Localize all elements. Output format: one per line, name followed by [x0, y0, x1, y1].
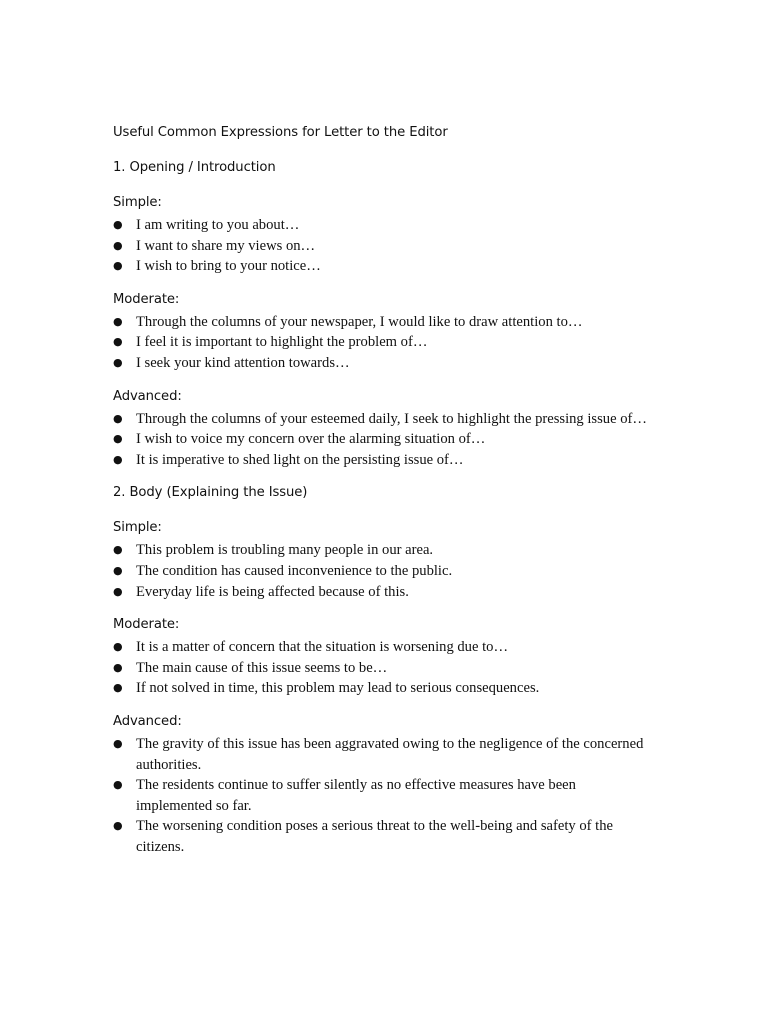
section-body [113, 484, 653, 857]
level-label: Advanced: [113, 388, 182, 404]
list-item-text: Through the columns of your newspaper, I would like to draw attention to… [136, 313, 583, 330]
list-item-text: I seek your kind attention towards… [136, 354, 350, 371]
list-item [113, 429, 653, 450]
list-item [113, 450, 653, 471]
list-item [113, 256, 653, 277]
list-item-text: Everyday life is being affected because of this. [136, 583, 409, 600]
bullet-icon: ● [113, 355, 123, 369]
group-moderate [113, 291, 653, 374]
group-advanced [113, 388, 653, 471]
list-item-text: I am writing to you about… [136, 217, 300, 233]
list-item [113, 561, 653, 582]
expression-list [113, 734, 653, 858]
list-item [113, 734, 653, 775]
bullet-icon: ● [113, 335, 123, 349]
bullet-icon: ● [113, 218, 123, 231]
expression-list [113, 312, 653, 374]
list-item [113, 658, 653, 679]
bullet-icon: ● [113, 584, 123, 598]
group-simple [113, 519, 653, 602]
section-heading: 2. Body (Explaining the Issue) [113, 485, 308, 501]
list-item [113, 215, 653, 236]
bullet-icon: ● [113, 238, 123, 252]
bullet-icon: ● [113, 411, 123, 425]
bullet-icon: ● [113, 736, 123, 750]
list-item-text: The condition has caused inconvenience to the public. [136, 562, 453, 579]
list-item-text: Through the columns of your esteemed daily, I seek to highlight the pressing issue of… [136, 410, 647, 427]
bullet-icon: ● [113, 819, 123, 833]
bullet-icon: ● [113, 563, 123, 577]
bullet-icon: ● [113, 432, 123, 446]
section-heading: 1. Opening / Introduction [113, 160, 276, 175]
list-item-text: I feel it is important to highlight the problem of… [136, 334, 428, 351]
section-opening [113, 159, 653, 470]
list-item-text: The worsening condition poses a serious threat to the well-being and safety of the citizens. [136, 818, 614, 855]
expression-list [113, 409, 653, 471]
list-item [113, 353, 653, 374]
group-moderate [113, 616, 653, 699]
bullet-icon: ● [113, 660, 123, 674]
list-item [113, 582, 653, 603]
level-label: Simple: [113, 195, 162, 210]
list-item-text: This problem is troubling many people in our area. [136, 542, 434, 559]
list-item-text: If not solved in time, this problem may lead to serious consequences. [136, 680, 540, 697]
document-content [113, 124, 653, 871]
list-item [113, 312, 653, 333]
list-item [113, 678, 653, 699]
list-item-text: It is imperative to shed light on the persisting issue of… [136, 451, 464, 468]
expression-list [113, 540, 653, 602]
expression-list [113, 215, 653, 277]
bullet-icon: ● [113, 543, 123, 557]
expression-list [113, 637, 653, 699]
document-title: Useful Common Expressions for Letter to the Editor [113, 125, 448, 140]
list-item-text: The gravity of this issue has been aggravated owing to the negligence of the concerned authorities. [136, 735, 644, 773]
list-item [113, 637, 653, 658]
list-item [113, 775, 653, 816]
list-item [113, 540, 653, 561]
level-label: Moderate: [113, 291, 180, 307]
list-item-text: The main cause of this issue seems to be… [136, 659, 388, 676]
bullet-icon: ● [113, 681, 123, 695]
level-label: Simple: [113, 520, 162, 536]
list-item-text: I wish to bring to your notice… [136, 258, 321, 275]
bullet-icon: ● [113, 640, 123, 654]
list-item [113, 816, 653, 857]
group-advanced [113, 713, 653, 858]
list-item [113, 409, 653, 430]
list-item-text: The residents continue to suffer silently as no effective measures have been implemented so far. [136, 777, 576, 814]
list-item [113, 332, 653, 353]
bullet-icon: ● [113, 778, 123, 792]
list-item-text: I wish to voice my concern over the alarming situation of… [136, 431, 486, 448]
level-label: Moderate: [113, 617, 180, 633]
bullet-icon: ● [113, 259, 123, 273]
list-item-text: I want to share my views on… [136, 237, 316, 254]
bullet-icon: ● [113, 314, 123, 328]
group-simple [113, 194, 653, 277]
bullet-icon: ● [113, 452, 123, 466]
list-item [113, 236, 653, 257]
level-label: Advanced: [113, 713, 182, 729]
list-item-text: It is a matter of concern that the situation is worsening due to… [136, 639, 509, 656]
